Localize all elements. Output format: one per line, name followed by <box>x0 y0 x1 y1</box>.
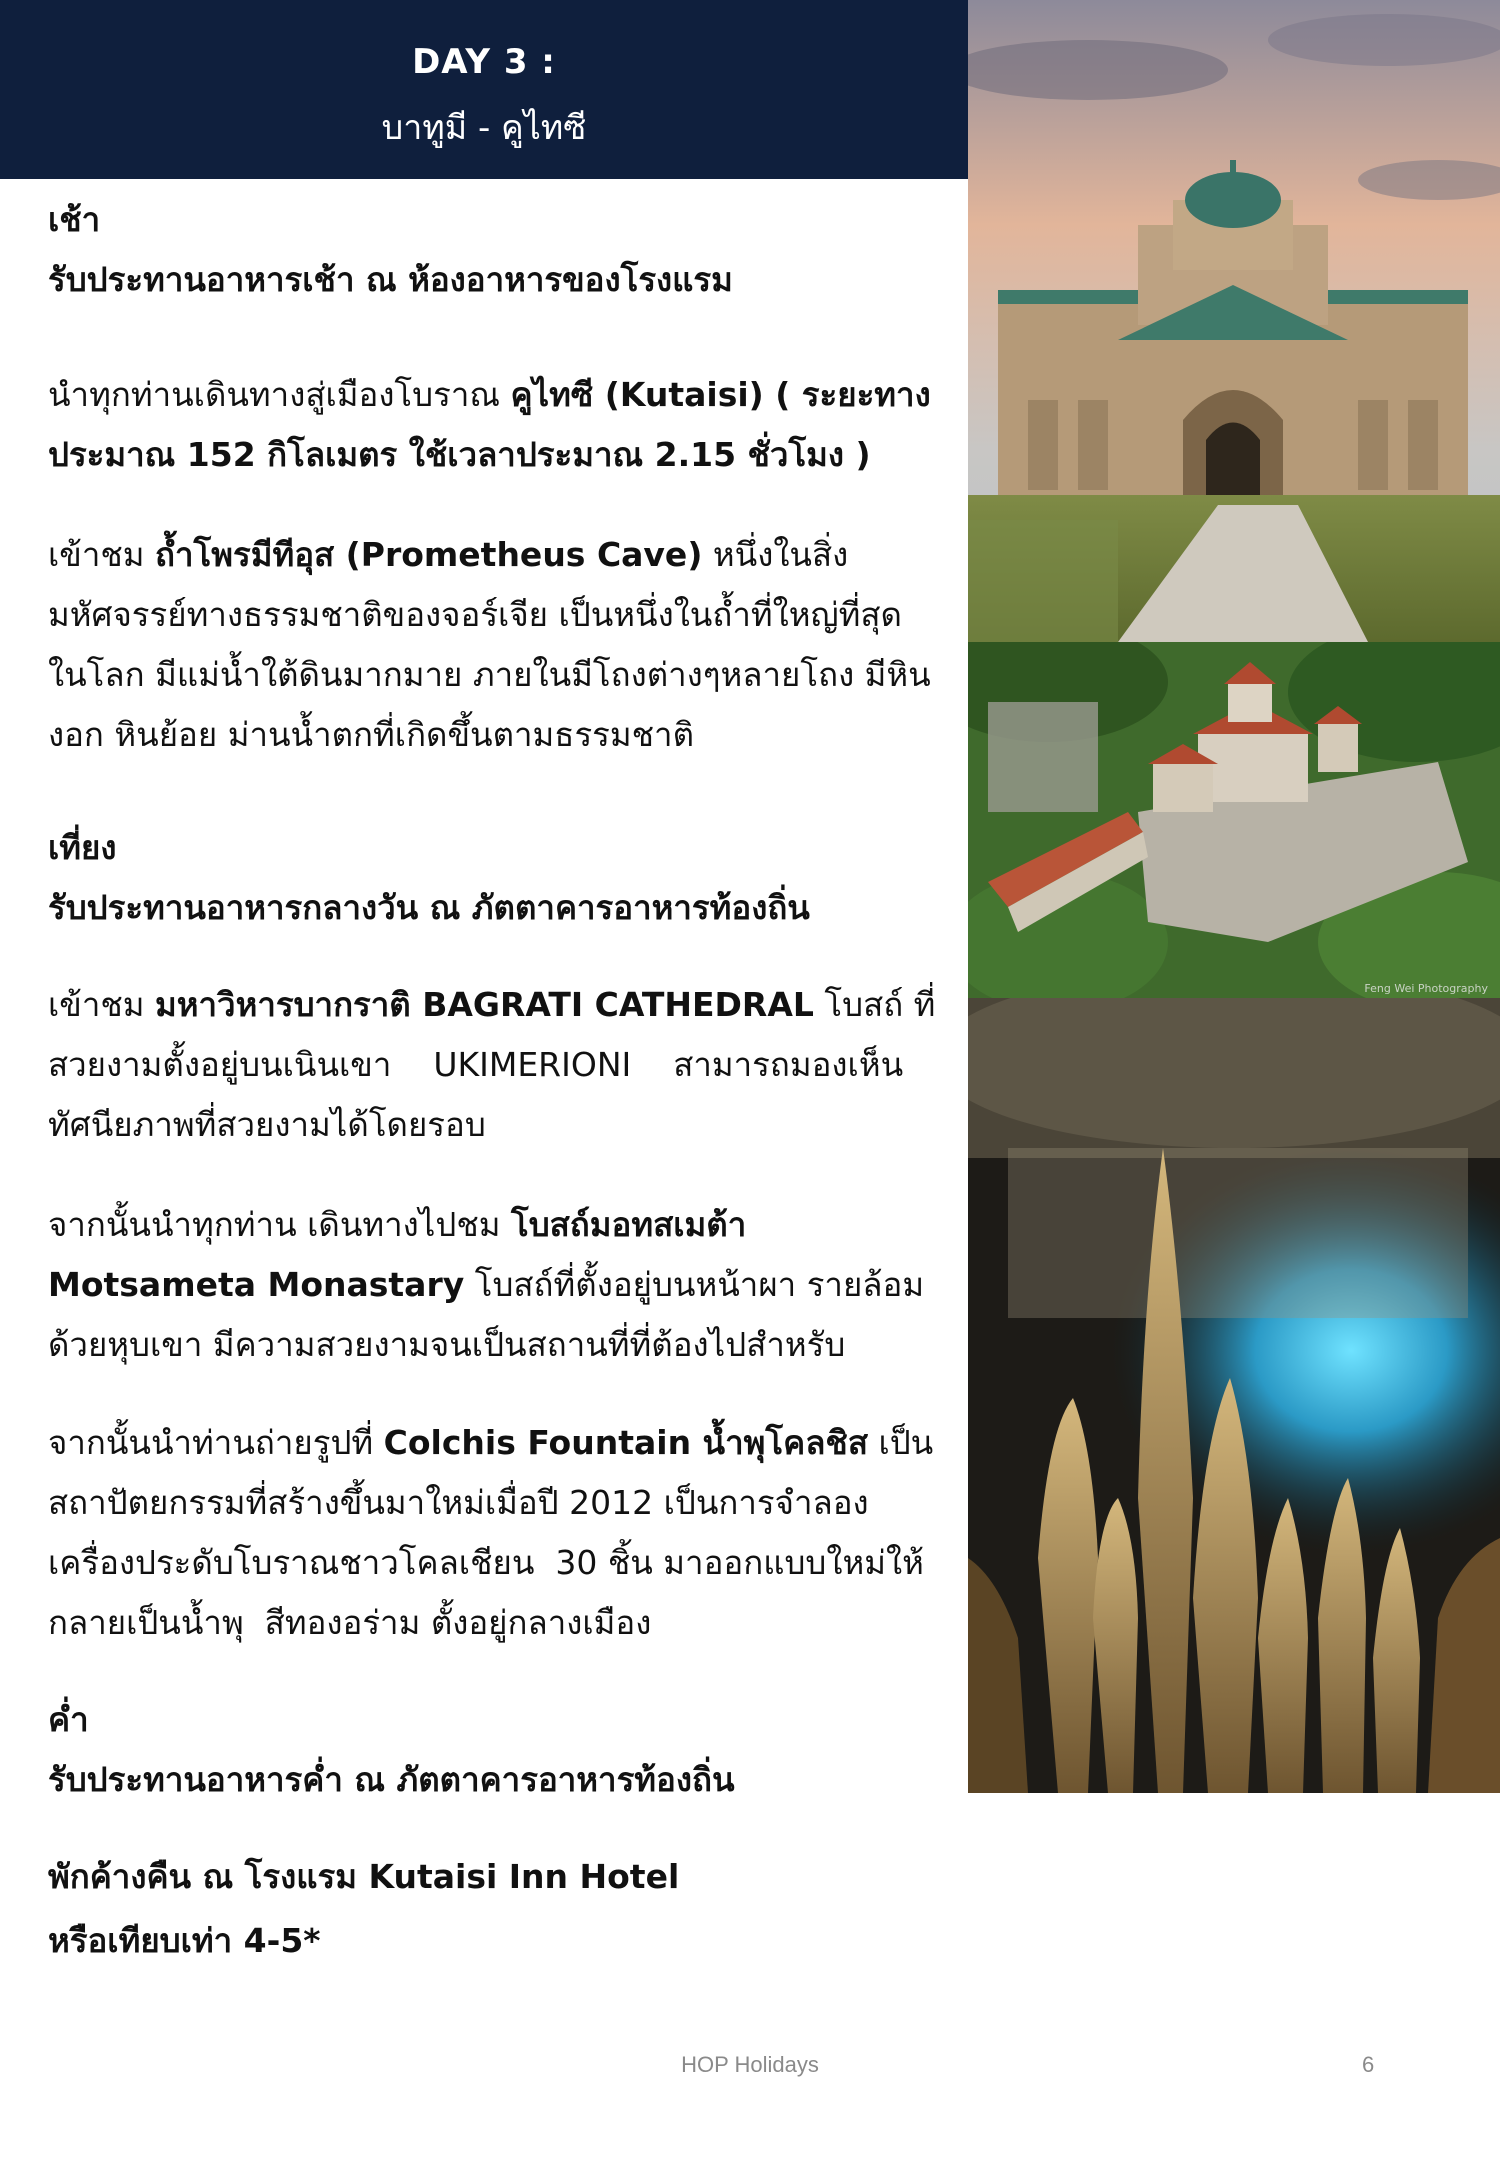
morning-meal: รับประทานอาหารเช้า ณ ห้องอาหารของโรงแรม <box>48 260 733 299</box>
bagrati-highlight: มหาวิหารบากราติ BAGRATI CATHEDRAL <box>155 985 814 1024</box>
colchis-line-4: กลายเป็นน้ำพุ สีทองอร่าม ตั้งอยู่กลางเมือง <box>48 1603 652 1642</box>
photo-column <box>968 0 1500 1793</box>
colchis-line-2: สถาปัตยกรรมที่สร้างขึ้นมาใหม่เมื่อปี 2012 เป็นการจำลอง <box>48 1483 869 1522</box>
motsameta-line-3: ด้วยหุบเขา มีความสวยงามจนเป็นสถานที่ที่ต้องไปสำหรับ <box>48 1325 846 1364</box>
prometheus-text-a: เข้าชม <box>48 535 156 574</box>
evening-section <box>48 1690 958 1810</box>
day-title: DAY 3 : <box>412 42 556 82</box>
prometheus-cave-photo <box>968 998 1500 1793</box>
motsameta-highlight: โบสถ์มอทสเมต้า <box>510 1205 747 1244</box>
bagrati-text-c: โบสถ์ ที่ <box>813 985 936 1024</box>
photo-credit: Feng Wei Photography <box>1364 982 1488 995</box>
hotel-section <box>48 1845 958 1973</box>
motsameta-line-2 <box>48 1255 958 1315</box>
noon-section <box>48 818 958 938</box>
page-number: 6 <box>1362 2052 1375 2077</box>
prometheus-line-3: ในโลก มีแม่น้ำใต้ดินมากมาย ภายในมีโถงต่างๆหลายโถง มีหิน <box>48 655 931 694</box>
motsameta-text-a: จากนั้นนำทุกท่าน เดินทางไปชม <box>48 1205 511 1244</box>
motsameta-paragraph <box>48 1195 958 1375</box>
motsameta-english: Motsameta Monastary <box>48 1265 465 1304</box>
motsameta-monastery-photo <box>968 642 1500 998</box>
morning-section <box>48 190 958 310</box>
prometheus-line-4: งอก หินย้อย ม่านน้ำตกที่เกิดขึ้นตามธรรมชาติ <box>48 715 695 754</box>
bagrati-line-3: ทัศนียภาพที่สวยงามได้โดยรอบ <box>48 1105 486 1144</box>
kutaisi-line-2: ประมาณ 152 กิโลเมตร ใช้เวลาประมาณ 2.15 ชั่วโมง ) <box>48 435 871 474</box>
bagrati-line-1 <box>48 975 958 1035</box>
evening-meal: รับประทานอาหารค่ำ ณ ภัตตาคารอาหารท้องถิ่น <box>48 1760 735 1799</box>
footer-brand: HOP Holidays <box>681 2052 819 2077</box>
colchis-line-1 <box>48 1413 958 1473</box>
kutaisi-highlight: คูไทซี (Kutaisi) ( ระยะทาง <box>510 375 931 414</box>
prometheus-text-c: หนึ่งในสิ่ง <box>702 535 849 574</box>
day-header <box>0 0 968 179</box>
prometheus-paragraph <box>48 525 958 765</box>
colchis-paragraph <box>48 1413 958 1653</box>
prometheus-line-1 <box>48 525 958 585</box>
colchis-text-c: เป็น <box>867 1423 934 1462</box>
noon-meal: รับประทานอาหารกลางวัน ณ ภัตตาคารอาหารท้องถิ่น <box>48 888 810 927</box>
motsameta-text-c: โบสถ์ที่ตั้งอยู่บนหน้าผา รายล้อม <box>464 1265 925 1304</box>
prometheus-highlight: ถ้ำโพรมีทีอุส (Prometheus Cave) <box>155 535 703 574</box>
hotel-line-2: หรือเทียบเท่า 4-5* <box>48 1921 321 1960</box>
colchis-text-a: จากนั้นนำท่านถ่ายรูปที่ <box>48 1423 384 1462</box>
motsameta-line-1 <box>48 1195 958 1255</box>
colchis-highlight: Colchis Fountain น้ำพุโคลชิส <box>383 1423 868 1462</box>
bagrati-paragraph <box>48 975 958 1155</box>
noon-label: เที่ยง <box>48 828 117 867</box>
hotel-line-1: พักค้างคืน ณ โรงแรม Kutaisi Inn Hotel <box>48 1857 680 1896</box>
bagrati-line-2: สวยงามตั้งอยู่บนเนินเขา UKIMERIONI สามารถมองเห็น <box>48 1045 904 1084</box>
colchis-line-3: เครื่องประดับโบราณชาวโคลเชียน 30 ชิ้น มาออกแบบใหม่ให้ <box>48 1543 924 1582</box>
kutaisi-text: นำทุกท่านเดินทางสู่เมืองโบราณ <box>48 375 511 414</box>
bagrati-cathedral-photo <box>968 0 1500 642</box>
bagrati-text-a: เข้าชม <box>48 985 156 1024</box>
morning-label: เช้า <box>48 200 101 239</box>
evening-label: ค่ำ <box>48 1700 89 1739</box>
prometheus-line-2: มหัศจรรย์ทางธรรมชาติของจอร์เจีย เป็นหนึ่งในถ้ำที่ใหญ่ที่สุด <box>48 595 902 634</box>
kutaisi-line-1 <box>48 365 958 425</box>
day-route: บาทูมี - คูไทซี <box>381 108 587 148</box>
kutaisi-paragraph <box>48 365 958 485</box>
